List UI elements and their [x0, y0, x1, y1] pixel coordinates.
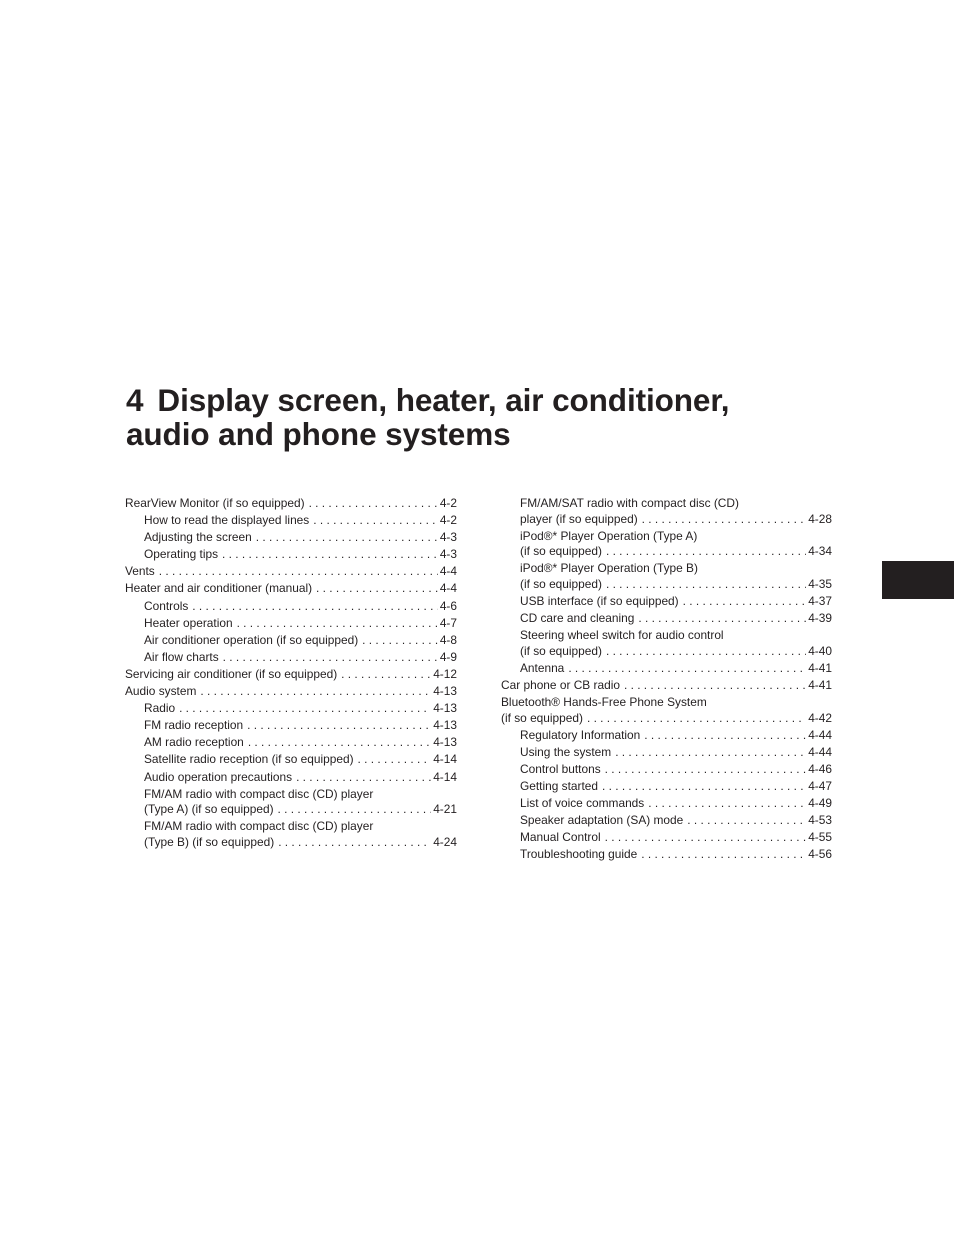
- toc-entry-title: Heater operation: [144, 615, 233, 630]
- toc-entry[interactable]: [125, 787, 457, 818]
- toc-entry-title: Manual Control: [520, 830, 601, 845]
- toc-entry-row: [520, 813, 832, 829]
- toc-entry[interactable]: [501, 678, 832, 694]
- toc-entry-page: 4-2: [439, 513, 457, 528]
- chapter-title-text-1: Display screen, heater, air conditioner,: [157, 382, 730, 419]
- toc-leader-dots: [309, 496, 438, 512]
- toc-entry-page: 4-35: [808, 576, 832, 591]
- toc-entry[interactable]: [125, 616, 457, 632]
- toc-entry-row: [520, 661, 832, 677]
- toc-entry-row: [520, 745, 832, 761]
- toc-entry-page: 4-4: [439, 564, 457, 579]
- toc-entry-row: [125, 564, 457, 580]
- toc-entry-page: 4-28: [808, 511, 832, 526]
- toc-leader-dots: [358, 752, 432, 768]
- toc-entry-page: 4-12: [433, 666, 457, 681]
- toc-entry-title: (if so equipped): [501, 710, 583, 725]
- toc-entry-title: (if so equipped): [520, 576, 602, 591]
- toc-entry-row: [520, 611, 832, 627]
- toc-leader-dots: [159, 564, 438, 580]
- toc-entry-row: [144, 530, 457, 546]
- toc-entry[interactable]: [125, 650, 457, 666]
- toc-entry[interactable]: [501, 779, 832, 795]
- toc-entry-row: [144, 752, 457, 768]
- toc-entry-title: Controls: [144, 598, 189, 613]
- toc-leader-dots: [278, 802, 432, 818]
- toc-entry-title-line: iPod®* Player Operation (Type A): [520, 528, 698, 543]
- toc-entry[interactable]: [501, 628, 832, 659]
- toc-entry-row: [520, 644, 832, 660]
- toc-entry-page: 4-56: [808, 847, 832, 862]
- toc-entry-row: [520, 544, 832, 560]
- toc-entry-row: [144, 735, 457, 751]
- toc-entry-page: 4-53: [808, 813, 832, 828]
- toc-leader-dots: [587, 711, 806, 727]
- toc-entry-title: (if so equipped): [520, 643, 602, 658]
- toc-entry-row: [144, 633, 457, 649]
- toc-entry-page: 4-2: [439, 496, 457, 510]
- chapter-number: 4: [126, 382, 144, 419]
- toc-entry-title: Control buttons: [520, 762, 601, 776]
- toc-entry-title: How to read the displayed lines: [144, 513, 310, 528]
- toc-entry-page: 4-9: [439, 649, 457, 664]
- toc-entry-page: 4-14: [433, 769, 457, 784]
- toc-entry-title-line: FM/AM/SAT radio with compact disc (CD): [520, 496, 739, 510]
- toc-leader-dots: [200, 684, 431, 700]
- toc-entry-page: 4-13: [433, 684, 457, 699]
- chapter-tab-marker: [882, 561, 954, 599]
- toc-leader-dots: [683, 594, 807, 610]
- toc-entry-title: Using the system: [520, 744, 612, 759]
- toc-entry[interactable]: [125, 667, 457, 683]
- toc-leader-dots: [606, 644, 806, 660]
- toc-entry-title: FM radio reception: [144, 718, 244, 733]
- toc-entry-page: 4-49: [808, 796, 832, 811]
- toc-entry[interactable]: [501, 529, 832, 560]
- toc-leader-dots: [192, 599, 438, 615]
- toc-entry-row: [501, 678, 832, 694]
- toc-leader-dots: [341, 667, 431, 683]
- toc-entry-page: 4-40: [808, 643, 832, 658]
- toc-entry-title: (Type A) (if so equipped): [144, 802, 274, 817]
- toc-leader-dots: [615, 745, 806, 761]
- toc-leader-dots: [362, 633, 438, 649]
- toc-entry[interactable]: [125, 684, 457, 700]
- toc-entry-title: Speaker adaptation (SA) mode: [520, 813, 684, 828]
- toc-entry-page: 4-14: [433, 752, 457, 767]
- toc-entry-title: USB interface (if so equipped): [520, 594, 679, 609]
- toc-entry[interactable]: [125, 701, 457, 717]
- toc-entry-page: 4-41: [808, 660, 832, 675]
- toc-entry[interactable]: [501, 561, 832, 592]
- toc-leader-dots: [223, 650, 438, 666]
- toc-entry-title: Getting started: [520, 779, 598, 794]
- toc-entry-title-line: Steering wheel switch for audio control: [520, 628, 724, 643]
- toc-entry[interactable]: [501, 728, 832, 744]
- toc-entry[interactable]: [501, 796, 832, 812]
- toc-entry-row: [520, 796, 832, 812]
- toc-entry-row: [144, 802, 457, 818]
- toc-entry-page: 4-13: [433, 718, 457, 733]
- toc-entry[interactable]: [501, 695, 832, 726]
- toc-entry-title: Troubleshooting guide: [520, 847, 638, 862]
- toc-entry[interactable]: [125, 633, 457, 649]
- toc-entry-title: Car phone or CB radio: [501, 678, 620, 693]
- toc-leader-dots: [247, 718, 431, 734]
- toc-entry-title: Antenna: [520, 660, 565, 675]
- toc-left-column: [125, 496, 457, 852]
- toc-entry[interactable]: [501, 745, 832, 761]
- toc-entry[interactable]: [501, 813, 832, 829]
- toc-entry-row: [520, 762, 832, 778]
- toc-entry[interactable]: [501, 611, 832, 627]
- toc-entry-title: AM radio reception: [144, 735, 244, 750]
- toc-entry-page: 4-4: [439, 581, 457, 596]
- toc-entry-row: [520, 594, 832, 610]
- toc-entry-title: Satellite radio reception (if so equipped): [144, 752, 354, 767]
- toc-entry-title-line: Bluetooth® Hands-Free Phone System: [501, 695, 707, 710]
- toc-entry-title: Radio: [144, 701, 176, 716]
- toc-entry[interactable]: [125, 735, 457, 751]
- toc-entry[interactable]: [501, 830, 832, 846]
- toc-entry[interactable]: [125, 581, 457, 597]
- toc-entry-row: [144, 513, 457, 529]
- toc-entry-title-line: iPod®* Player Operation (Type B): [520, 561, 698, 576]
- toc-entry-page: 4-44: [808, 744, 832, 759]
- toc-entry[interactable]: [125, 819, 457, 850]
- toc-leader-dots: [606, 577, 806, 593]
- chapter-title: [126, 383, 866, 451]
- toc-leader-dots: [248, 735, 431, 751]
- chapter-title-line-2: audio and phone systems: [126, 416, 511, 453]
- toc-entry-row: [501, 711, 832, 727]
- toc-entry-page: 4-44: [808, 727, 832, 742]
- toc-entry[interactable]: [125, 530, 457, 546]
- toc-entry[interactable]: [501, 661, 832, 677]
- toc-entry-row: [144, 770, 457, 786]
- toc-entry-page: 4-6: [439, 598, 457, 613]
- toc-entry-title: List of voice commands: [520, 796, 645, 811]
- toc-entry[interactable]: [125, 770, 457, 786]
- toc-entry-title: RearView Monitor (if so equipped): [125, 496, 305, 510]
- toc-entry[interactable]: [501, 762, 832, 778]
- toc-entry-title-line: FM/AM radio with compact disc (CD) player: [144, 786, 374, 801]
- toc-leader-dots: [179, 701, 431, 717]
- toc-leader-dots: [222, 547, 438, 563]
- toc-leader-dots: [606, 544, 806, 560]
- toc-entry-page: 4-3: [439, 530, 457, 545]
- toc-entry-page: 4-21: [433, 802, 457, 817]
- toc-leader-dots: [638, 611, 806, 627]
- toc-entry-row: [144, 547, 457, 563]
- toc-entry[interactable]: [501, 847, 832, 863]
- toc-entry-title: Air flow charts: [144, 649, 219, 664]
- toc-entry-row: [125, 496, 457, 512]
- toc-entry-page: 4-46: [808, 762, 832, 776]
- toc-leader-dots: [644, 728, 806, 744]
- toc-entry-page: 4-13: [433, 701, 457, 716]
- toc-entry-title: player (if so equipped): [520, 511, 638, 526]
- toc-leader-dots: [256, 530, 438, 546]
- toc-entry-page: 4-3: [439, 547, 457, 562]
- toc-leader-dots: [568, 661, 806, 677]
- toc-entry-title: Heater and air conditioner (manual): [125, 581, 313, 596]
- toc-entry-page: 4-42: [808, 710, 832, 725]
- toc-leader-dots: [237, 616, 438, 632]
- toc-leader-dots: [313, 513, 438, 529]
- toc-entry-page: 4-7: [439, 615, 457, 630]
- toc-entry-row: [125, 684, 457, 700]
- toc-entry-title: (if so equipped): [520, 544, 602, 559]
- toc-entry-row: [144, 650, 457, 666]
- toc-entry[interactable]: [125, 513, 457, 529]
- toc-entry[interactable]: [501, 594, 832, 610]
- toc-entry-row: [125, 581, 457, 597]
- toc-entry-row: [144, 616, 457, 632]
- toc-entry[interactable]: [125, 496, 457, 512]
- toc-entry-row: [520, 847, 832, 863]
- toc-leader-dots: [648, 796, 806, 812]
- toc-entry-row: [144, 718, 457, 734]
- toc-entry-title: Adjusting the screen: [144, 530, 252, 545]
- toc-entry-title: Audio system: [125, 684, 197, 699]
- toc-entry-title: CD care and cleaning: [520, 611, 635, 626]
- toc-entry[interactable]: [125, 599, 457, 615]
- toc-entry-title: Operating tips: [144, 547, 219, 562]
- toc-leader-dots: [687, 813, 806, 829]
- toc-entry-row: [520, 779, 832, 795]
- toc-entry-title: Regulatory Information: [520, 727, 641, 742]
- toc-entry-page: 4-24: [433, 834, 457, 849]
- toc-entry-row: [520, 728, 832, 744]
- toc-entry-title: Air conditioner operation (if so equipped): [144, 632, 359, 647]
- toc-entry-row: [144, 701, 457, 717]
- toc-entry[interactable]: [501, 496, 832, 527]
- toc-entry[interactable]: [125, 547, 457, 563]
- toc-entry-row: [520, 577, 832, 593]
- toc-entry-page: 4-55: [808, 830, 832, 845]
- toc-leader-dots: [602, 779, 806, 795]
- toc-entry-page: 4-37: [808, 594, 832, 609]
- toc-entry[interactable]: [125, 752, 457, 768]
- toc-entry-title: Vents: [125, 564, 155, 579]
- toc-entry-row: [144, 599, 457, 615]
- toc-entry-page: 4-41: [808, 678, 832, 693]
- toc-leader-dots: [641, 847, 806, 863]
- toc-leader-dots: [278, 835, 431, 851]
- toc-entry-row: [520, 512, 832, 528]
- toc-entry-row: [144, 835, 457, 851]
- toc-leader-dots: [605, 830, 807, 846]
- toc-entry-page: 4-8: [439, 632, 457, 647]
- toc-entry-row: [125, 667, 457, 683]
- toc-entry-page: 4-47: [808, 779, 832, 794]
- chapter-title-line-1: [126, 383, 866, 417]
- toc-leader-dots: [296, 770, 431, 786]
- toc-entry-page: 4-34: [808, 544, 832, 559]
- toc-leader-dots: [624, 678, 806, 694]
- toc-entry-page: 4-39: [808, 611, 832, 626]
- toc-leader-dots: [605, 762, 807, 778]
- toc-entry[interactable]: [125, 564, 457, 580]
- toc-entry-row: [520, 830, 832, 846]
- toc-leader-dots: [316, 581, 438, 597]
- toc-entry-title: (Type B) (if so equipped): [144, 834, 275, 849]
- toc-right-column: [501, 496, 832, 865]
- toc-entry-page: 4-13: [433, 735, 457, 750]
- toc-leader-dots: [642, 512, 807, 528]
- toc-entry-title: Audio operation precautions: [144, 769, 293, 784]
- toc-entry[interactable]: [125, 718, 457, 734]
- toc-entry-title-line: FM/AM radio with compact disc (CD) player: [144, 819, 374, 834]
- toc-entry-title: Servicing air conditioner (if so equipped): [125, 666, 338, 681]
